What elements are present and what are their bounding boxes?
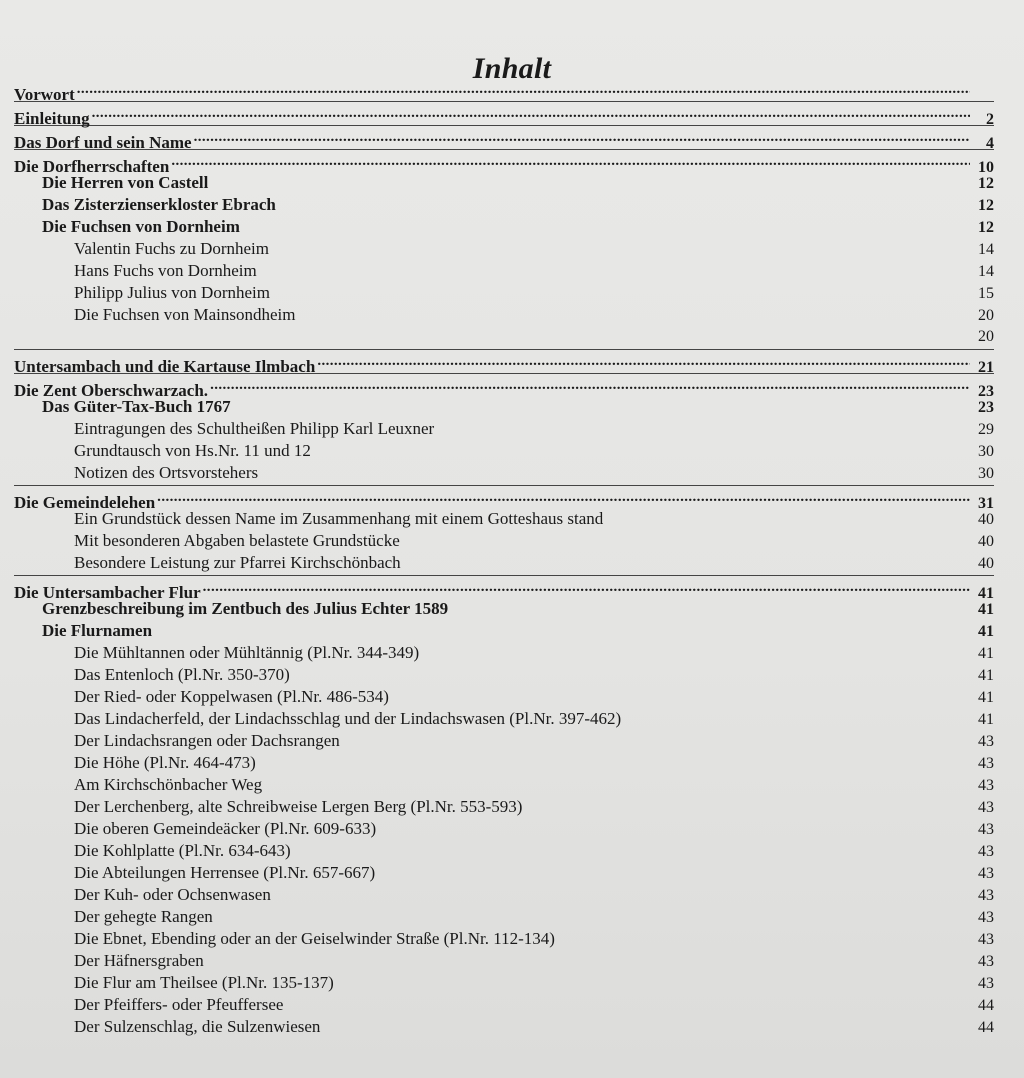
toc-page-number: 43: [978, 733, 994, 750]
toc-page-number: 44: [978, 997, 994, 1014]
toc-item[interactable]: [14, 304, 994, 326]
toc-subsection[interactable]: [14, 598, 994, 620]
toc-entry-label: Philipp Julius von Dornheim: [74, 283, 270, 302]
toc-item[interactable]: [14, 884, 994, 906]
toc-entry-label: Das Entenloch (Pl.Nr. 350-370): [74, 665, 290, 684]
toc-item[interactable]: [14, 774, 994, 796]
toc-section[interactable]: [14, 374, 994, 400]
dot-leader: [157, 486, 970, 508]
toc-item[interactable]: [14, 972, 994, 994]
dot-leader: [92, 102, 970, 124]
toc-entry-label: Der Lindachsrangen oder Dachsrangen: [74, 731, 340, 750]
toc-page-number: 40: [978, 533, 994, 550]
toc-section[interactable]: [14, 102, 994, 128]
toc-item[interactable]: [14, 326, 994, 348]
toc-entry-label: Einleitung: [14, 109, 90, 128]
toc-page-number: 20: [978, 307, 994, 324]
toc-entry-label: Das Lindacherfeld, der Lindachsschlag und der Lindachswasen (Pl.Nr. 397-462): [74, 709, 622, 728]
toc-entry-label: Der Kuh- oder Ochsenwasen: [74, 885, 271, 904]
toc-item[interactable]: [14, 664, 994, 686]
toc-entry-label: Die Zent Oberschwarzach.: [14, 381, 209, 400]
toc-entry-label: Die Fuchsen von Dornheim: [42, 217, 240, 236]
dot-leader: [171, 150, 970, 172]
toc-entry-label: Die Kohlplatte (Pl.Nr. 634-643): [74, 841, 291, 860]
table-of-contents: [14, 78, 994, 1038]
toc-entry-label: Die Fuchsen von Mainsondheim: [74, 305, 296, 324]
page-title: Inhalt: [472, 52, 552, 85]
toc-section[interactable]: [14, 350, 994, 376]
toc-page-number: 10: [978, 159, 994, 176]
toc-page-number: 30: [978, 443, 994, 460]
toc-item[interactable]: [14, 282, 994, 304]
toc-page-number: 31: [978, 495, 994, 512]
toc-page-number: 12: [978, 197, 994, 214]
toc-page-number: 41: [978, 623, 994, 640]
toc-page-number: 43: [978, 755, 994, 772]
toc-page-number: 43: [978, 821, 994, 838]
toc-entry-label: Die Mühltannen oder Mühltännig (Pl.Nr. 344-349): [74, 643, 420, 662]
toc-page-number: 44: [978, 1019, 994, 1036]
toc-item[interactable]: [14, 418, 994, 440]
toc-item[interactable]: [14, 994, 994, 1016]
toc-entry-label: Die Untersambacher Flur: [14, 583, 201, 602]
toc-page-number: 14: [978, 241, 994, 258]
toc-entry-label: Das Zisterzienserkloster Ebrach: [42, 195, 276, 214]
toc-page-number: 43: [978, 799, 994, 816]
toc-item[interactable]: [14, 1016, 994, 1038]
toc-item[interactable]: [14, 440, 994, 462]
toc-page-number: 2: [986, 111, 994, 128]
toc-item[interactable]: [14, 260, 994, 282]
toc-entry-label: Die Höhe (Pl.Nr. 464-473): [74, 753, 256, 772]
toc-item[interactable]: [14, 862, 994, 884]
toc-page-number: 40: [978, 555, 994, 572]
toc-entry-label: Ein Grundstück dessen Name im Zusammenhang mit einem Gotteshaus stand: [74, 509, 604, 528]
toc-entry-label: Am Kirchschönbacher Weg: [74, 775, 263, 794]
toc-entry-label: Grenzbeschreibung im Zentbuch des Julius Echter 1589: [42, 599, 449, 618]
toc-subsection[interactable]: [14, 396, 994, 418]
toc-entry-label: Vorwort: [14, 85, 75, 104]
toc-page-number: 41: [978, 711, 994, 728]
toc-subsection[interactable]: [14, 194, 994, 216]
toc-item[interactable]: [14, 752, 994, 774]
toc-item[interactable]: [14, 730, 994, 752]
toc-subsection[interactable]: [14, 172, 994, 194]
toc-page-number: 41: [978, 585, 994, 602]
toc-entry-label: Besondere Leistung zur Pfarrei Kirchschönbach: [74, 553, 401, 572]
dot-leader: [194, 126, 970, 148]
toc-section[interactable]: [14, 150, 994, 176]
toc-page-number: 4: [986, 135, 994, 152]
toc-item[interactable]: [14, 950, 994, 972]
toc-entry-label: Hans Fuchs von Dornheim: [74, 261, 257, 280]
toc-page-number: 12: [978, 219, 994, 236]
toc-item[interactable]: [14, 238, 994, 260]
toc-page-number: 14: [978, 263, 994, 280]
toc-entry-label: Die Flur am Theilsee (Pl.Nr. 135-137): [74, 973, 334, 992]
toc-item[interactable]: [14, 840, 994, 862]
toc-entry-label: Grundtausch von Hs.Nr. 11 und 12: [74, 441, 311, 460]
toc-section[interactable]: [14, 576, 994, 602]
toc-entry-label: Die oberen Gemeindeäcker (Pl.Nr. 609-633): [74, 819, 377, 838]
toc-entry-label: Notizen des Ortsvorstehers: [74, 463, 259, 482]
toc-item[interactable]: [14, 530, 994, 552]
toc-subsection[interactable]: [14, 620, 994, 642]
toc-page-number: 43: [978, 887, 994, 904]
toc-page-number: 23: [978, 383, 994, 400]
toc-section[interactable]: [14, 126, 994, 152]
toc-entry-label: Das Dorf und sein Name: [14, 133, 192, 152]
toc-entry-label: Die Herren von Castell: [42, 173, 209, 192]
toc-page-number: 43: [978, 931, 994, 948]
toc-page-number: 15: [978, 285, 994, 302]
toc-item[interactable]: [14, 906, 994, 928]
toc-entry-label: Mit besonderen Abgaben belastete Grundstücke: [74, 531, 400, 550]
toc-entry-label: Die Ebnet, Ebending oder an der Geiselwinder Straße (Pl.Nr. 112-134): [74, 929, 555, 948]
toc-entry-label: Der Ried- oder Koppelwasen (Pl.Nr. 486-534): [74, 687, 389, 706]
toc-item[interactable]: [14, 508, 994, 530]
toc-page-number: 30: [978, 465, 994, 482]
toc-page-number: 12: [978, 175, 994, 192]
toc-item[interactable]: [14, 818, 994, 840]
toc-page-number: 43: [978, 975, 994, 992]
toc-page-number: 43: [978, 843, 994, 860]
toc-item[interactable]: [14, 796, 994, 818]
toc-entry-label: Das Güter-Tax-Buch 1767: [42, 397, 231, 416]
toc-page-number: 41: [978, 601, 994, 618]
toc-entry-label: Der gehegte Rangen: [74, 907, 213, 926]
toc-page-number: 43: [978, 865, 994, 882]
toc-item[interactable]: [14, 708, 994, 730]
dot-leader: [77, 78, 970, 100]
toc-entry-label: Die Gemeindelehen: [14, 493, 156, 512]
toc-item[interactable]: [14, 462, 994, 484]
toc-section[interactable]: [14, 486, 994, 512]
toc-section[interactable]: [14, 78, 994, 104]
toc-item[interactable]: [14, 552, 994, 574]
toc-entry-label: Die Dorfherrschaften: [14, 157, 170, 176]
dot-leader: [203, 576, 970, 598]
toc-page-number: 43: [978, 909, 994, 926]
toc-page-number: 29: [978, 421, 994, 438]
toc-page-number: 20: [978, 328, 994, 345]
toc-subsection[interactable]: [14, 216, 994, 238]
toc-entry-label: Der Pfeiffers- oder Pfeuffersee: [74, 995, 284, 1014]
toc-page-number: 43: [978, 953, 994, 970]
toc-entry-label: Der Lerchenberg, alte Schreibweise Lergen Berg (Pl.Nr. 553-593): [74, 797, 523, 816]
toc-item[interactable]: [14, 686, 994, 708]
toc-item[interactable]: [14, 642, 994, 664]
toc-entry-label: Der Häfnersgraben: [74, 951, 204, 970]
toc-entry-label: Der Sulzenschlag, die Sulzenwiesen: [74, 1017, 321, 1036]
dot-leader: [210, 374, 970, 396]
toc-entry-label: Die Abteilungen Herrensee (Pl.Nr. 657-667): [74, 863, 376, 882]
toc-page-number: 40: [978, 511, 994, 528]
toc-entry-label: Eintragungen des Schultheißen Philipp Karl Leuxner: [74, 419, 435, 438]
toc-page-number: 43: [978, 777, 994, 794]
toc-page-number: 41: [978, 689, 994, 706]
toc-entry-label: Die Flurnamen: [42, 621, 153, 640]
toc-entry-label: Valentin Fuchs zu Dornheim: [74, 239, 269, 258]
toc-entry-label: Untersambach und die Kartause Ilmbach: [14, 357, 316, 376]
dot-leader: [317, 350, 970, 372]
toc-page-number: 41: [978, 645, 994, 662]
toc-page-number: 21: [978, 359, 994, 376]
toc-page-number: 23: [978, 399, 994, 416]
toc-page-number: 41: [978, 667, 994, 684]
toc-item[interactable]: [14, 928, 994, 950]
